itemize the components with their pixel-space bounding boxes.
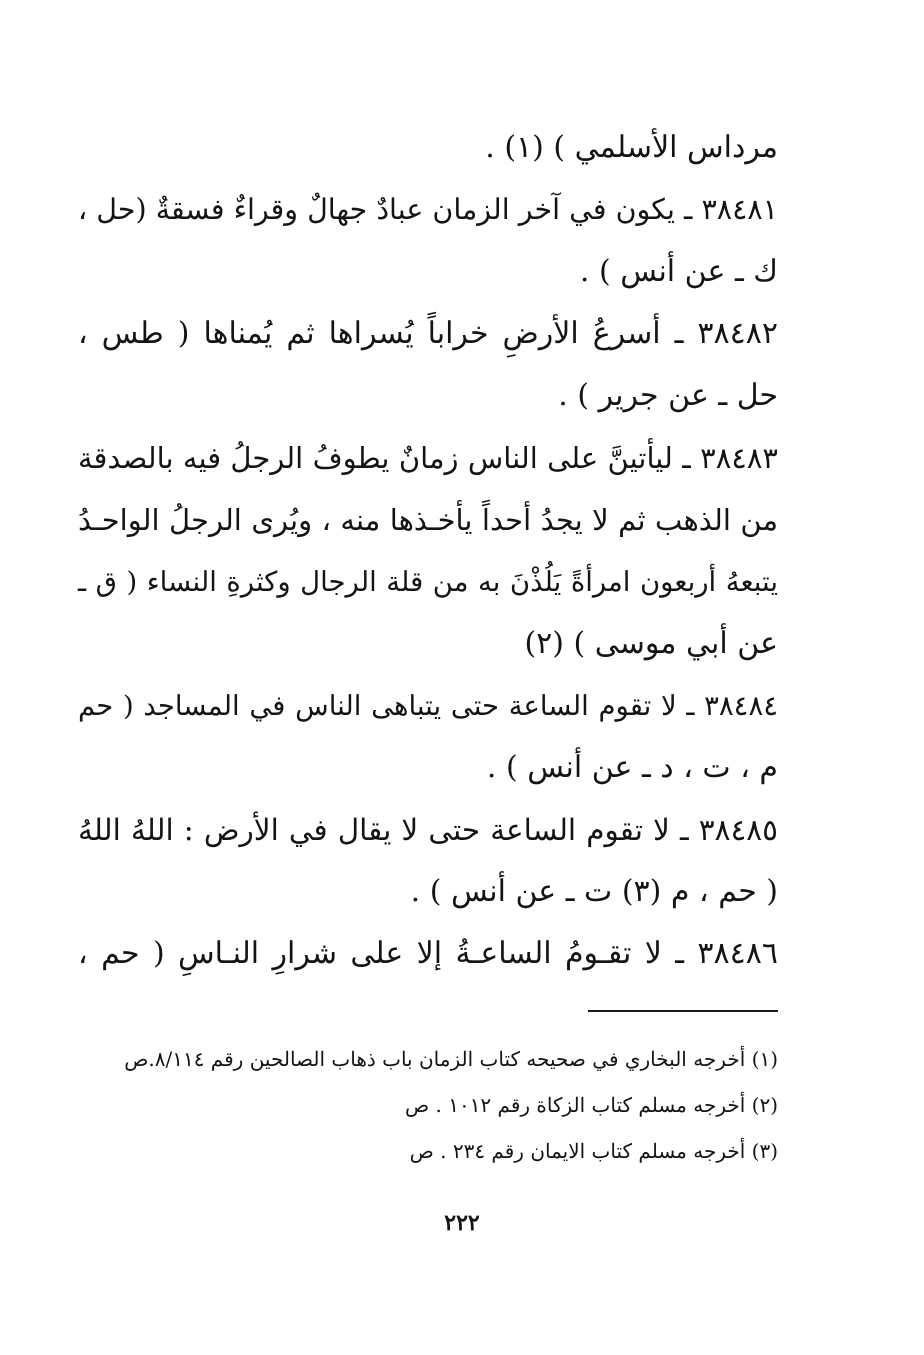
hadith-38485-line-2: ( حم ، م (٣) ت ـ عن أنس ) . [410,874,778,909]
page-number: ٢٢٢ [444,1210,480,1236]
footnote-2: (٢) أخرجه مسلم كتاب الزكاة رقم ١٠١٢ . ص [404,1093,778,1117]
hadith-38482-line-2: حل ـ عن جرير ) . [558,378,778,413]
footnote-3: (٣) أخرجه مسلم كتاب الايمان رقم ٢٣٤ . ص [409,1139,778,1163]
hadith-38486-line-1: ٣٨٤٨٦ ـ لا تقـومُ الساعـةُ إلا على شرارِ النـاسِ ( حم ، [78,936,778,971]
footnote-1: (١) أخرجه البخاري في صحيحه كتاب الزمان باب ذهاب الصالحين رقم ٨/١١٤.ص [124,1047,778,1071]
footnote-divider [588,1010,778,1012]
hadith-38484-line-1: ٣٨٤٨٤ ـ لا تقوم الساعة حتى يتباهى الناس في المساجد ( حم [78,690,778,722]
hadith-38485-line-1: ٣٨٤٨٥ ـ لا تقوم الساعة حتى لا يقال في الأرض : اللهُ اللهُ [78,813,778,847]
hadith-38484-line-2: م ، ت ، د ـ عن أنس ) . [486,750,778,785]
hadith-38481-line-1: ٣٨٤٨١ ـ يكون في آخر الزمان عبادٌ جهالٌ وقراءٌ فسقةٌ (حل ، [78,193,778,226]
hadith-38483-line-1: ٣٨٤٨٣ ـ ليأتينَّ على الناس زمانٌ يطوفُ الرجلُ فيه بالصدقة [78,441,779,475]
hadith-38483-line-4: عن أبي موسى ) (٢) [524,626,778,661]
hadith-38483-line-2: من الذهب ثم لا يجدُ أحداً يأخـذها منه ، ويُرى الرجلُ الواحـدُ [78,503,778,537]
hadith-38482-line-1: ٣٨٤٨٢ ـ أسرعُ الأرضِ خراباً يُسراها ثم يُمناها ( طس ، [78,316,778,351]
text-line-1: مرداس الأسلمي ) (١) . [485,130,778,165]
hadith-38481-line-2: ك ـ عن أنس ) . [579,254,778,289]
hadith-38483-line-3: يتبعهُ أربعون امرأةً يَلُذْنَ به من قلة الرجال وكثرةِ النساء ( ق ـ [78,566,778,598]
